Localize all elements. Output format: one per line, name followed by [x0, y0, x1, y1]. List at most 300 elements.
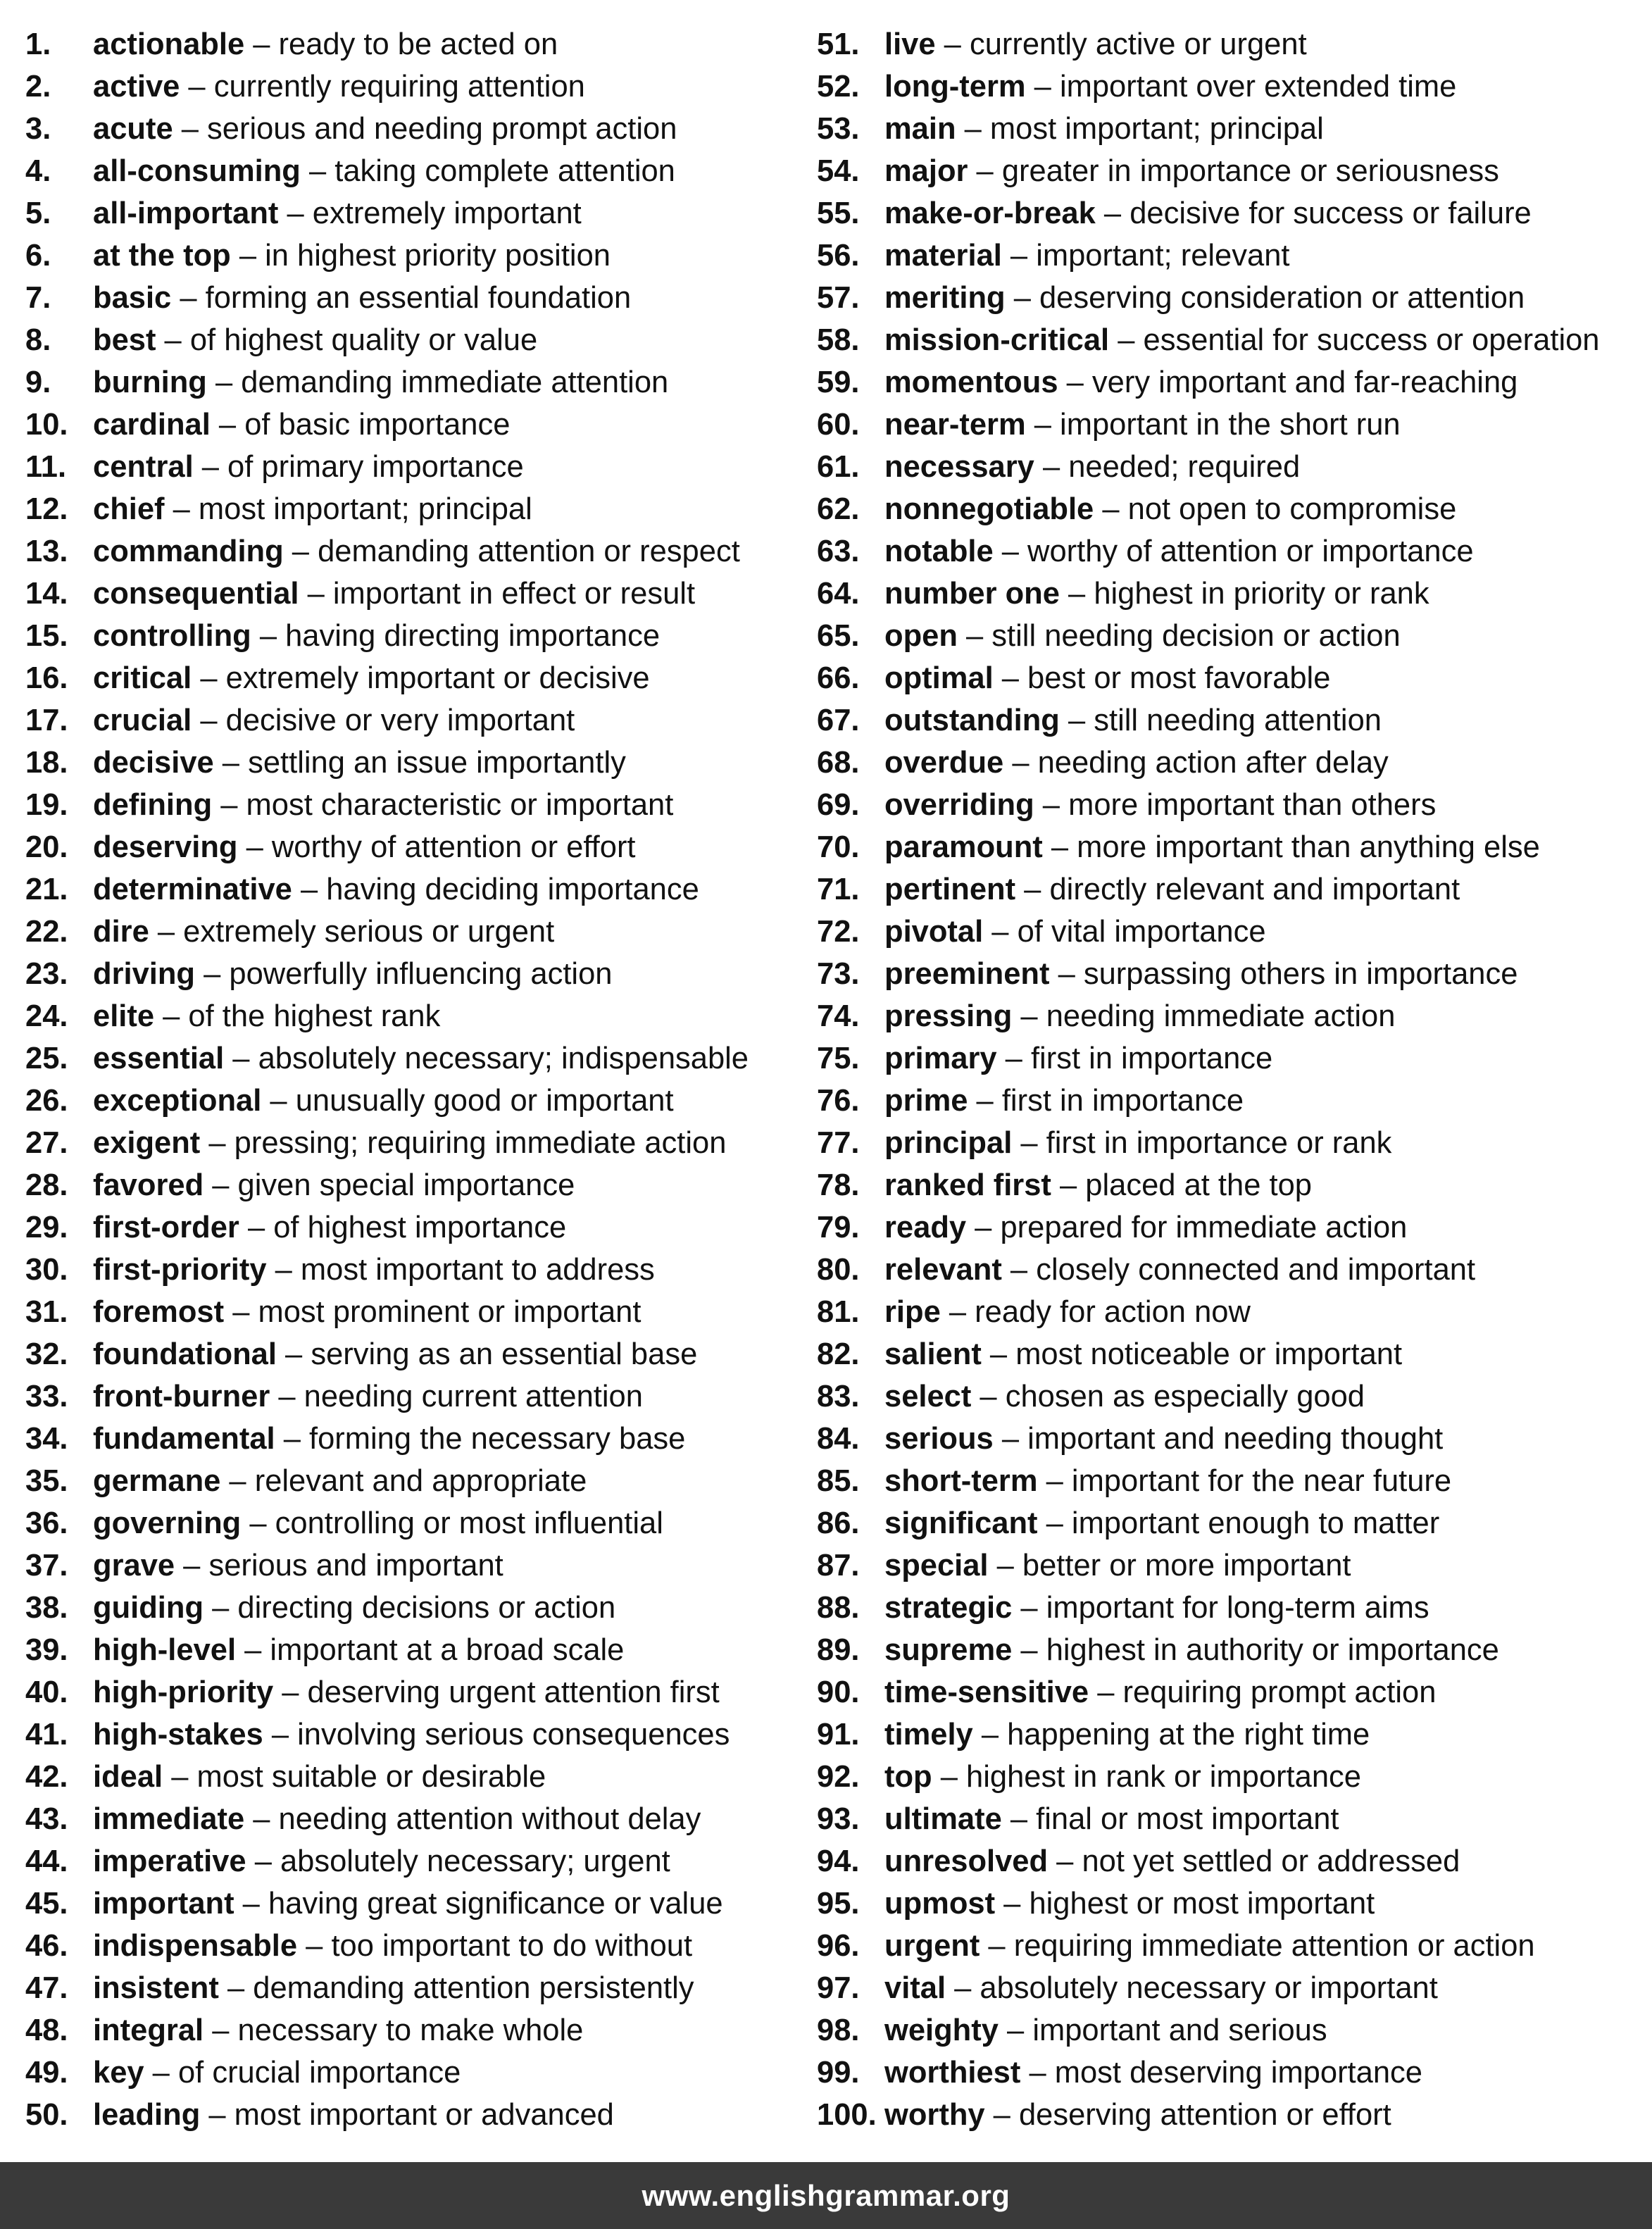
word-list-right-column	[817, 23, 1641, 2136]
item-definition: demanding attention or respect	[318, 535, 740, 568]
item-definition: important; relevant	[1036, 239, 1290, 273]
list-item	[25, 1798, 807, 1840]
item-separator: –	[968, 154, 1002, 188]
list-item	[817, 1587, 1641, 1629]
item-word: material	[884, 239, 1002, 273]
list-item	[817, 1798, 1641, 1840]
item-separator: –	[993, 535, 1028, 568]
item-word: high-priority	[93, 1675, 274, 1709]
item-separator: –	[966, 1211, 1001, 1244]
item-number: 89.	[817, 1633, 860, 1667]
item-definition: first in importance	[1001, 1084, 1244, 1118]
item-definition: serving as an essential base	[311, 1337, 698, 1371]
list-item	[25, 868, 807, 911]
list-item	[817, 1206, 1641, 1249]
item-definition: extremely important or decisive	[225, 661, 650, 695]
item-separator: –	[144, 2056, 178, 2090]
item-word: best	[93, 323, 156, 357]
item-definition: demanding attention persistently	[253, 1971, 694, 2005]
item-word: decisive	[93, 746, 214, 780]
item-separator: –	[251, 619, 286, 653]
item-number: 58.	[817, 323, 860, 357]
item-separator: –	[163, 1760, 197, 1794]
item-number: 77.	[817, 1126, 860, 1160]
list-item	[25, 615, 807, 657]
item-word: principal	[884, 1126, 1013, 1160]
item-number: 88.	[817, 1591, 860, 1625]
item-number: 69.	[817, 788, 860, 822]
list-item	[25, 1629, 807, 1671]
list-item	[817, 1418, 1641, 1460]
list-item	[25, 530, 807, 573]
item-number: 44.	[25, 1844, 68, 1878]
list-item	[817, 1671, 1641, 1713]
item-word: indispensable	[93, 1929, 298, 1963]
list-item	[25, 192, 807, 235]
footer-website-url[interactable]: www.englishgrammar.org	[642, 2178, 1010, 2212]
item-number: 32.	[25, 1337, 68, 1371]
item-word: deserving	[93, 830, 238, 864]
item-word: actionable	[93, 27, 245, 61]
list-item	[817, 1291, 1641, 1333]
item-number: 59.	[817, 366, 860, 399]
item-separator: –	[932, 1760, 967, 1794]
item-definition: highest in authority or importance	[1046, 1633, 1499, 1667]
list-item	[817, 1883, 1641, 1925]
item-word: favored	[93, 1168, 204, 1202]
item-separator: –	[1012, 999, 1046, 1033]
item-definition: placed at the top	[1085, 1168, 1312, 1202]
item-word: live	[884, 27, 936, 61]
item-number: 15.	[25, 619, 68, 653]
item-definition: extremely serious or urgent	[183, 915, 555, 949]
item-number: 63.	[817, 535, 860, 568]
item-word: ultimate	[884, 1802, 1002, 1836]
item-word: commanding	[93, 535, 284, 568]
item-separator: –	[971, 1380, 1006, 1413]
item-number: 73.	[817, 957, 860, 991]
item-definition: of highest quality or value	[189, 323, 538, 357]
item-separator: –	[292, 873, 327, 906]
item-word: number one	[884, 577, 1060, 611]
item-number: 80.	[817, 1253, 860, 1287]
list-item	[25, 2094, 807, 2136]
item-number: 82.	[817, 1337, 860, 1371]
item-separator: –	[993, 1422, 1028, 1456]
item-separator: –	[1012, 1126, 1046, 1160]
item-definition: most prominent or important	[258, 1295, 642, 1329]
list-item	[817, 1925, 1641, 1967]
item-separator: –	[236, 1633, 270, 1667]
item-word: defining	[93, 788, 213, 822]
list-item	[817, 446, 1641, 488]
item-word: necessary	[884, 450, 1034, 484]
item-definition: forming an essential foundation	[205, 281, 632, 315]
list-item	[25, 1502, 807, 1544]
item-word: worthy	[884, 2098, 985, 2132]
item-separator: –	[968, 1084, 1002, 1118]
item-definition: necessary to make whole	[237, 2013, 584, 2047]
item-separator: –	[237, 830, 272, 864]
item-definition: important and serious	[1032, 2013, 1327, 2047]
item-word: overriding	[884, 788, 1034, 822]
item-separator: –	[239, 1211, 274, 1244]
item-definition: most important; principal	[989, 112, 1324, 146]
item-word: pertinent	[884, 873, 1016, 906]
item-word: open	[884, 619, 958, 653]
item-definition: in highest priority position	[265, 239, 611, 273]
item-definition: absolutely necessary; indispensable	[258, 1042, 749, 1075]
item-number: 90.	[817, 1675, 860, 1709]
list-item	[25, 1080, 807, 1122]
list-item	[25, 361, 807, 404]
item-definition: worthy of attention or effort	[271, 830, 636, 864]
list-item	[817, 573, 1641, 615]
list-item	[817, 404, 1641, 446]
item-definition: ready for action now	[975, 1295, 1251, 1329]
item-number: 75.	[817, 1042, 860, 1075]
item-separator: –	[195, 957, 230, 991]
list-item	[817, 1544, 1641, 1587]
item-definition: controlling or most influential	[275, 1506, 663, 1540]
item-definition: of vital importance	[1017, 915, 1266, 949]
item-separator: –	[1025, 70, 1060, 104]
item-number: 47.	[25, 1971, 68, 2005]
item-word: critical	[93, 661, 192, 695]
item-word: imperative	[93, 1844, 246, 1878]
list-item	[817, 826, 1641, 868]
list-item	[25, 488, 807, 530]
item-separator: –	[204, 2013, 238, 2047]
item-number: 41.	[25, 1718, 68, 1752]
item-number: 20.	[25, 830, 68, 864]
item-separator: –	[220, 1464, 255, 1498]
item-number: 45.	[25, 1887, 68, 1921]
item-separator: –	[1001, 239, 1037, 273]
item-number: 62.	[817, 492, 860, 526]
item-word: consequential	[93, 577, 299, 611]
item-number: 74.	[817, 999, 860, 1033]
item-number: 99.	[817, 2056, 860, 2090]
footer-bar	[0, 2162, 1652, 2229]
list-item	[25, 1291, 807, 1333]
item-number: 87.	[817, 1549, 860, 1582]
item-definition: still needing decision or action	[991, 619, 1401, 653]
item-word: important	[93, 1887, 234, 1921]
item-separator: –	[171, 281, 206, 315]
item-word: dire	[93, 915, 149, 949]
item-word: urgent	[884, 1929, 980, 1963]
item-definition: important enough to matter	[1071, 1506, 1440, 1540]
item-word: at the top	[93, 239, 231, 273]
list-item	[817, 2094, 1641, 2136]
item-definition: still needing attention	[1094, 704, 1382, 737]
item-number: 65.	[817, 619, 860, 653]
item-separator: –	[988, 1549, 1022, 1582]
item-word: ranked first	[884, 1168, 1051, 1202]
item-separator: –	[149, 915, 184, 949]
item-number: 7.	[25, 281, 51, 315]
list-item	[25, 277, 807, 319]
item-number: 35.	[25, 1464, 68, 1498]
item-word: controlling	[93, 619, 251, 653]
item-separator: –	[972, 1718, 1008, 1752]
item-definition: serious and important	[208, 1549, 503, 1582]
item-number: 85.	[817, 1464, 860, 1498]
item-separator: –	[1012, 1591, 1046, 1625]
item-separator: –	[300, 154, 335, 188]
item-definition: absolutely necessary; urgent	[280, 1844, 670, 1878]
item-number: 11.	[25, 450, 67, 484]
item-word: mission-critical	[884, 323, 1110, 357]
item-number: 2.	[25, 70, 51, 104]
item-word: germane	[93, 1464, 221, 1498]
list-item	[817, 1375, 1641, 1418]
list-item	[25, 1333, 807, 1375]
item-definition: absolutely necessary or important	[980, 1971, 1438, 2005]
item-separator: –	[956, 112, 990, 146]
item-word: strategic	[884, 1591, 1013, 1625]
item-definition: most important or advanced	[234, 2098, 614, 2132]
list-item	[817, 1460, 1641, 1502]
item-separator: –	[263, 1718, 298, 1752]
item-separator: –	[246, 1844, 280, 1878]
item-separator: –	[213, 746, 249, 780]
item-word: pivotal	[884, 915, 984, 949]
item-definition: having great significance or value	[268, 1887, 723, 1921]
list-item	[817, 1122, 1641, 1164]
item-separator: –	[192, 704, 226, 737]
list-item	[25, 1967, 807, 2009]
item-number: 76.	[817, 1084, 860, 1118]
list-item	[25, 1122, 807, 1164]
item-definition: worthy of attention or importance	[1027, 535, 1474, 568]
item-separator: –	[946, 1971, 980, 2005]
item-definition: more important than others	[1068, 788, 1437, 822]
list-item	[817, 1164, 1641, 1206]
list-item	[817, 2009, 1641, 2052]
item-number: 3.	[25, 112, 51, 146]
item-number: 38.	[25, 1591, 68, 1625]
item-number: 95.	[817, 1887, 860, 1921]
item-separator: –	[981, 1337, 1016, 1371]
item-separator: –	[1020, 2056, 1055, 2090]
list-item	[817, 1967, 1641, 2009]
item-number: 67.	[817, 704, 860, 737]
list-item	[25, 1925, 807, 1967]
item-separator: –	[230, 239, 265, 273]
item-word: select	[884, 1380, 972, 1413]
item-definition: forming the necessary base	[308, 1422, 686, 1456]
item-definition: needing action after delay	[1037, 746, 1389, 780]
item-separator: –	[204, 1168, 238, 1202]
item-number: 86.	[817, 1506, 860, 1540]
item-number: 48.	[25, 2013, 68, 2047]
item-number: 60.	[817, 408, 860, 442]
list-item	[25, 573, 807, 615]
list-item	[25, 1037, 807, 1080]
item-number: 34.	[25, 1422, 68, 1456]
item-word: timely	[884, 1718, 973, 1752]
item-separator: –	[1037, 1464, 1072, 1498]
item-definition: most important; principal	[198, 492, 532, 526]
list-item	[817, 911, 1641, 953]
item-separator: –	[212, 788, 246, 822]
item-word: high-level	[93, 1633, 237, 1667]
item-definition: important for the near future	[1071, 1464, 1452, 1498]
item-definition: most noticeable or important	[1015, 1337, 1403, 1371]
item-definition: highest in rank or importance	[966, 1760, 1361, 1794]
item-word: long-term	[884, 70, 1026, 104]
item-word: weighty	[884, 2013, 999, 2047]
list-item	[25, 235, 807, 277]
item-number: 17.	[25, 704, 68, 737]
item-word: active	[93, 70, 180, 104]
item-separator: –	[200, 1126, 234, 1160]
list-item	[817, 1713, 1641, 1756]
item-definition: more important than anything else	[1077, 830, 1540, 864]
list-item	[25, 1544, 807, 1587]
list-item	[25, 2052, 807, 2094]
item-definition: essential for success or operation	[1143, 323, 1600, 357]
item-number: 56.	[817, 239, 860, 273]
list-item	[25, 1756, 807, 1798]
item-separator: –	[175, 1549, 209, 1582]
item-word: high-stakes	[93, 1718, 263, 1752]
item-separator: –	[154, 999, 189, 1033]
item-word: make-or-break	[884, 196, 1096, 230]
item-word: unresolved	[884, 1844, 1049, 1878]
item-number: 6.	[25, 239, 51, 273]
item-separator: –	[283, 535, 318, 568]
item-definition: currently active or urgent	[969, 27, 1307, 61]
item-word: ripe	[884, 1295, 941, 1329]
list-item	[817, 2052, 1641, 2094]
item-word: preeminent	[884, 957, 1050, 991]
item-word: vital	[884, 1971, 946, 2005]
item-word: meriting	[884, 281, 1006, 315]
list-item	[25, 1206, 807, 1249]
list-item	[25, 1375, 807, 1418]
item-number: 94.	[817, 1844, 860, 1878]
list-item	[817, 868, 1641, 911]
item-separator: –	[1048, 1844, 1082, 1878]
item-word: nonnegotiable	[884, 492, 1094, 526]
item-definition: of primary importance	[227, 450, 524, 484]
item-definition: closely connected and important	[1036, 1253, 1476, 1287]
item-word: all-consuming	[93, 154, 301, 188]
item-definition: extremely important	[312, 196, 582, 230]
item-number: 50.	[25, 2098, 68, 2132]
list-item	[25, 1164, 807, 1206]
item-definition: needing current attention	[304, 1380, 643, 1413]
item-number: 14.	[25, 577, 68, 611]
item-definition: of basic importance	[244, 408, 511, 442]
list-item	[817, 1080, 1641, 1122]
item-word: all-important	[93, 196, 279, 230]
item-word: prime	[884, 1084, 968, 1118]
item-definition: serious and needing prompt action	[207, 112, 677, 146]
item-separator: –	[1005, 281, 1039, 315]
list-item	[817, 108, 1641, 150]
item-number: 46.	[25, 1929, 68, 1963]
item-word: salient	[884, 1337, 982, 1371]
item-definition: requiring prompt action	[1122, 1675, 1437, 1709]
item-word: special	[884, 1549, 989, 1582]
item-separator: –	[1037, 1506, 1072, 1540]
item-number: 24.	[25, 999, 68, 1033]
item-definition: needed; required	[1068, 450, 1301, 484]
item-word: ready	[884, 1211, 967, 1244]
list-item	[25, 699, 807, 742]
item-word: burning	[93, 366, 207, 399]
item-separator: –	[940, 1295, 975, 1329]
list-item	[817, 1840, 1641, 1883]
list-item	[817, 361, 1641, 404]
item-separator: –	[1058, 366, 1092, 399]
item-separator: –	[275, 1422, 309, 1456]
item-word: notable	[884, 535, 994, 568]
item-separator: –	[984, 2098, 1019, 2132]
item-number: 18.	[25, 746, 68, 780]
item-number: 10.	[25, 408, 68, 442]
item-word: overdue	[884, 746, 1004, 780]
item-separator: –	[299, 577, 333, 611]
list-item	[817, 1756, 1641, 1798]
item-definition: deserving consideration or attention	[1039, 281, 1525, 315]
list-item	[25, 995, 807, 1037]
item-number: 22.	[25, 915, 68, 949]
list-item	[25, 742, 807, 784]
item-definition: first in importance	[1030, 1042, 1273, 1075]
item-separator: –	[204, 1591, 238, 1625]
item-definition: having directing importance	[285, 619, 661, 653]
item-definition: settling an issue importantly	[248, 746, 626, 780]
item-separator: –	[200, 2098, 234, 2132]
item-number: 42.	[25, 1760, 68, 1794]
item-definition: final or most important	[1036, 1802, 1339, 1836]
item-word: short-term	[884, 1464, 1038, 1498]
item-number: 1.	[25, 27, 51, 61]
list-item	[817, 23, 1641, 65]
item-word: exigent	[93, 1126, 201, 1160]
item-number: 78.	[817, 1168, 860, 1202]
item-definition: of the highest rank	[188, 999, 441, 1033]
item-word: central	[93, 450, 194, 484]
item-separator: –	[270, 1380, 304, 1413]
item-separator: –	[993, 661, 1028, 695]
item-word: exceptional	[93, 1084, 262, 1118]
item-word: insistent	[93, 1971, 219, 2005]
item-separator: –	[995, 1887, 1030, 1921]
item-separator: –	[1042, 830, 1077, 864]
item-number: 93.	[817, 1802, 860, 1836]
item-word: crucial	[93, 704, 192, 737]
item-separator: –	[1034, 450, 1069, 484]
item-definition: chosen as especially good	[1005, 1380, 1365, 1413]
item-number: 9.	[25, 366, 51, 399]
item-separator: –	[980, 1929, 1014, 1963]
list-item	[817, 150, 1641, 192]
item-separator: –	[206, 366, 242, 399]
item-separator: –	[210, 408, 245, 442]
item-separator: –	[1059, 704, 1094, 737]
item-number: 26.	[25, 1084, 68, 1118]
item-word: momentous	[884, 366, 1058, 399]
item-separator: –	[180, 70, 214, 104]
item-number: 92.	[817, 1760, 860, 1794]
item-word: paramount	[884, 830, 1043, 864]
